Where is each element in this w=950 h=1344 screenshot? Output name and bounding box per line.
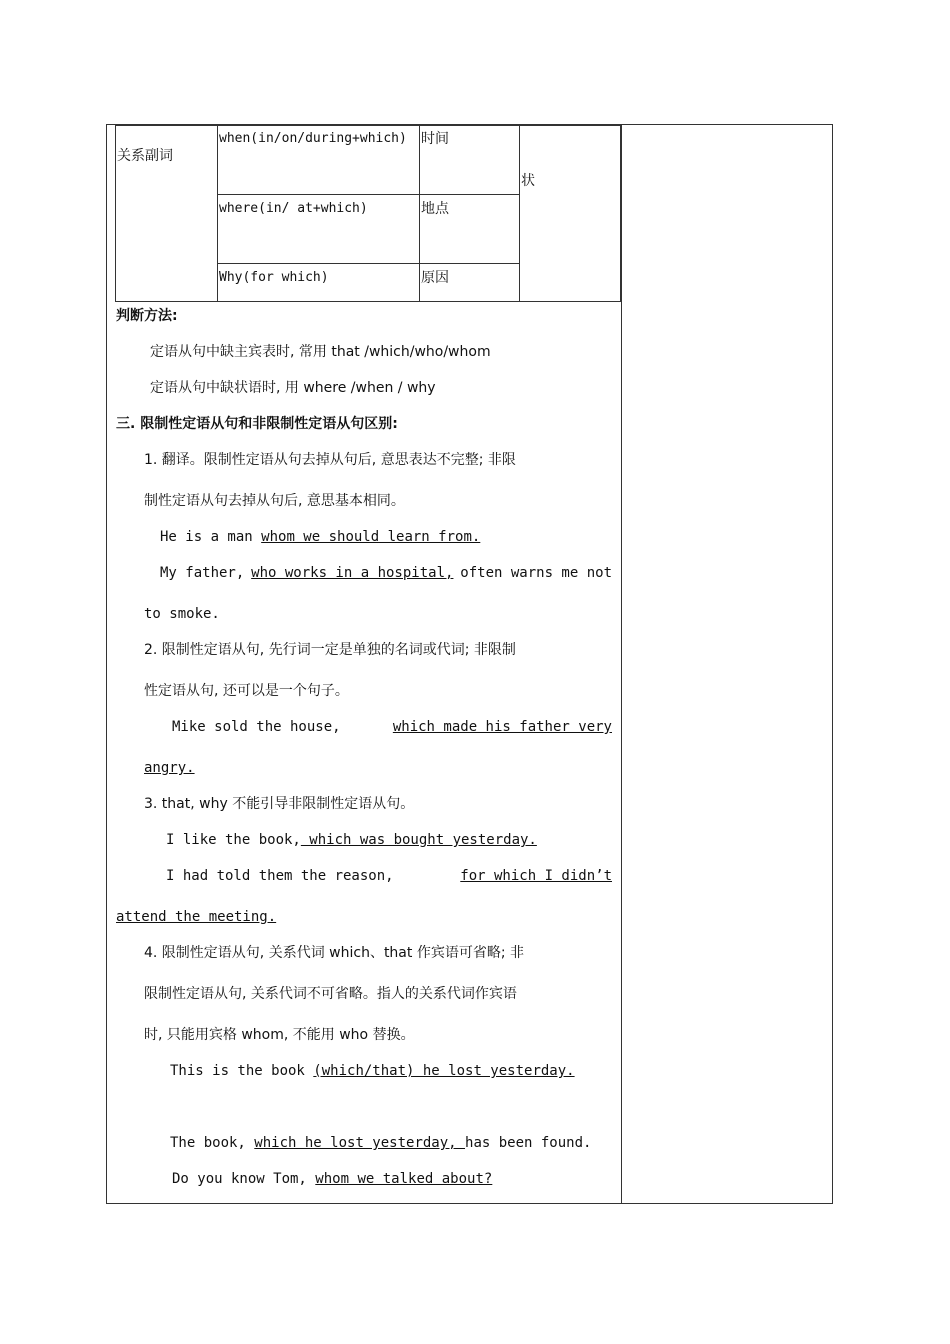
example-sentence: Mike sold the house, which made his father very	[172, 719, 612, 735]
paragraph-line: 时, 只能用宾格 whom, 不能用 who 替换。	[144, 1027, 415, 1043]
paragraph-line: 2. 限制性定语从句, 先行词一定是单独的名词或代词; 非限制	[144, 642, 516, 658]
example-sentence: The book, which he lost yesterday, has been found.	[170, 1135, 592, 1151]
judge-line: 定语从句中缺状语时, 用 where /when / why	[150, 380, 436, 396]
paragraph-line: 4. 限制性定语从句, 关系代词 which、that 作宾语可省略; 非	[144, 945, 524, 961]
column-divider	[621, 124, 622, 1204]
example-sentence: He is a man whom we should learn from.	[160, 529, 481, 545]
table-vline	[217, 125, 218, 302]
table-row-meaning: 地点	[421, 201, 449, 217]
table-row-meaning: 原因	[421, 270, 449, 286]
table-hline	[217, 194, 519, 195]
table-vline	[419, 125, 420, 302]
table-row-meaning: 时间	[421, 131, 449, 147]
section-heading: 三. 限制性定语从句和非限制性定语从句区别:	[116, 416, 398, 432]
table-label: 关系副词	[117, 148, 173, 164]
paragraph-line: 性定语从句, 还可以是一个句子。	[144, 683, 349, 699]
example-sentence: I like the book, which was bought yesterday.	[166, 832, 537, 848]
example-sentence: I had told them the reason, for which I didn’t	[166, 868, 612, 884]
relative-adverb-table	[115, 125, 621, 302]
judge-heading: 判断方法:	[116, 308, 178, 324]
table-row-word: where(in/ at+which)	[219, 201, 368, 216]
judge-line: 定语从句中缺主宾表时, 常用 that /which/who/whom	[150, 344, 491, 360]
paragraph-line: 3. that, why 不能引导非限制性定语从句。	[144, 796, 415, 812]
example-sentence: Do you know Tom, whom we talked about?	[172, 1171, 493, 1187]
table-function: 状	[521, 173, 535, 189]
example-continuation: angry.	[144, 760, 195, 776]
paragraph-line: 1. 翻译。限制性定语从句去掉从句后, 意思表达不完整; 非限	[144, 452, 516, 468]
paragraph-line: 限制性定语从句, 关系代词不可省略。指人的关系代词作宾语	[144, 986, 517, 1002]
table-row-word: when(in/on/during+which)	[219, 131, 407, 146]
example-continuation: to smoke.	[144, 606, 220, 622]
example-sentence: My father, who works in a hospital, often warns me not	[160, 565, 612, 581]
example-sentence: This is the book (which/that) he lost yesterday.	[170, 1063, 575, 1079]
paragraph-line: 制性定语从句去掉从句后, 意思基本相同。	[144, 493, 405, 509]
example-continuation: attend the meeting.	[116, 909, 277, 925]
table-vline	[519, 125, 520, 302]
table-hline	[217, 263, 519, 264]
table-row-word: Why(for which)	[219, 270, 329, 285]
